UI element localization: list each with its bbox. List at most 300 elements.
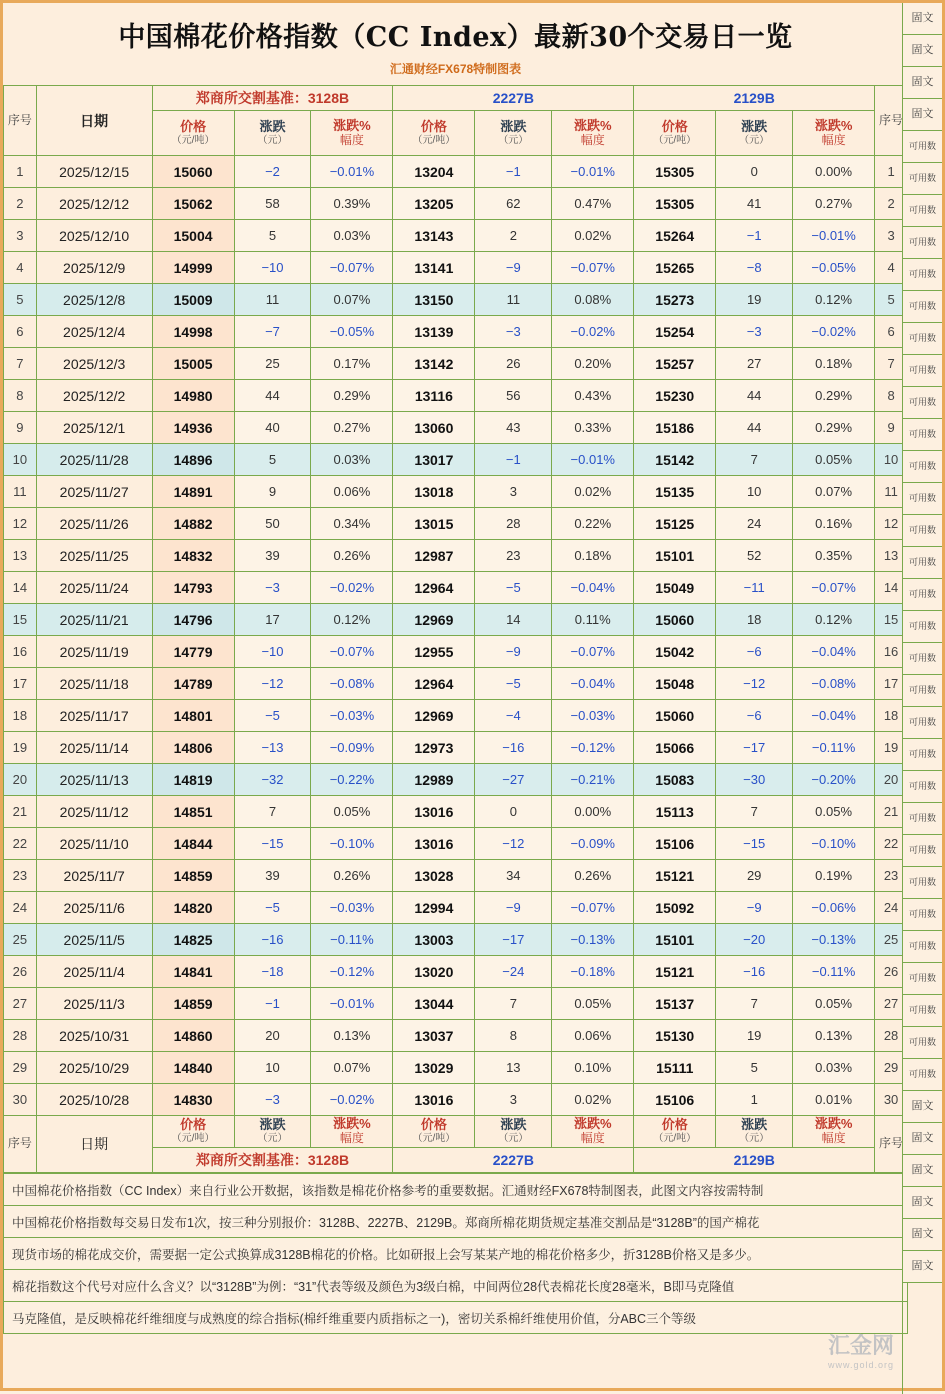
table-row	[4, 668, 908, 700]
price-2129b: 15101	[634, 540, 716, 572]
pct-3128b: 0.07%	[311, 284, 393, 316]
table-row	[4, 380, 908, 412]
footer-price-3128b: 价格 （元/吨）	[152, 1116, 234, 1148]
chg-2227b: −9	[475, 892, 552, 924]
chg-2227b: −3	[475, 316, 552, 348]
pct-2227b: 0.11%	[552, 604, 634, 636]
chg-2129b: 7	[716, 988, 793, 1020]
table-body	[4, 156, 908, 1116]
row-date: 2025/11/19	[36, 636, 152, 668]
pct-3128b: 0.27%	[311, 412, 393, 444]
footer-group-2227b: 2227B	[393, 1148, 634, 1173]
table-row	[4, 220, 908, 252]
table-row	[4, 476, 908, 508]
notes-block	[3, 1173, 908, 1334]
side-marker: 固文	[903, 1251, 942, 1283]
price-3128b: 14891	[152, 476, 234, 508]
chg-2129b: −30	[716, 764, 793, 796]
chg-2129b: −12	[716, 668, 793, 700]
chg-2129b: −9	[716, 892, 793, 924]
price-2129b: 15111	[634, 1052, 716, 1084]
note-line: 现货市场的棉花成交价，需要据一定公式换算成3128B棉花的价格。比如研报上会写某某产地的棉花价格多少，折3128B价格又是多少。	[3, 1238, 908, 1270]
pct-3128b: −0.03%	[311, 892, 393, 924]
pct-3128b: 0.17%	[311, 348, 393, 380]
row-index-right: 10	[875, 444, 908, 476]
price-3128b: 14851	[152, 796, 234, 828]
pct-2227b: 0.26%	[552, 860, 634, 892]
row-index: 21	[4, 796, 37, 828]
side-marker: 可用数	[903, 579, 942, 611]
chg-2129b: 29	[716, 860, 793, 892]
row-index-right: 18	[875, 700, 908, 732]
pct-2129b: −0.05%	[793, 252, 875, 284]
header-price-3128b: 价格 （元/吨）	[152, 111, 234, 156]
price-3128b: 14830	[152, 1084, 234, 1116]
pct-2129b: 0.12%	[793, 284, 875, 316]
side-marker: 可用数	[903, 899, 942, 931]
table-row	[4, 508, 908, 540]
chg-3128b: 9	[234, 476, 311, 508]
row-date: 2025/12/9	[36, 252, 152, 284]
price-2129b: 15142	[634, 444, 716, 476]
header-date: 日期	[36, 86, 152, 156]
chg-3128b: 50	[234, 508, 311, 540]
price-2129b: 15066	[634, 732, 716, 764]
price-2129b: 15049	[634, 572, 716, 604]
chg-3128b: −13	[234, 732, 311, 764]
chg-3128b: −2	[234, 156, 311, 188]
chg-3128b: −5	[234, 892, 311, 924]
pct-2227b: 0.20%	[552, 348, 634, 380]
price-3128b: 14999	[152, 252, 234, 284]
price-2129b: 15060	[634, 700, 716, 732]
chg-2227b: 43	[475, 412, 552, 444]
chg-2227b: −24	[475, 956, 552, 988]
header-price-2227b: 价格 （元/吨）	[393, 111, 475, 156]
chg-3128b: −10	[234, 252, 311, 284]
chg-3128b: 25	[234, 348, 311, 380]
pct-2129b: 0.00%	[793, 156, 875, 188]
pct-3128b: −0.03%	[311, 700, 393, 732]
row-index-right: 27	[875, 988, 908, 1020]
pct-3128b: 0.03%	[311, 220, 393, 252]
chg-2129b: 19	[716, 1020, 793, 1052]
chg-2129b: −6	[716, 636, 793, 668]
chg-2227b: 11	[475, 284, 552, 316]
row-date: 2025/12/15	[36, 156, 152, 188]
price-2129b: 15264	[634, 220, 716, 252]
row-index-right: 5	[875, 284, 908, 316]
price-2129b: 15305	[634, 188, 716, 220]
price-2227b: 12969	[393, 604, 475, 636]
pct-2227b: −0.21%	[552, 764, 634, 796]
table-row	[4, 924, 908, 956]
note-line: 棉花指数这个代号对应什么含义？以“3128B”为例：“31”代表等级及颜色为3级白棉，中间两位28代表棉花长度28毫米，B即马克隆值	[3, 1270, 908, 1302]
chg-2129b: 24	[716, 508, 793, 540]
table-row	[4, 156, 908, 188]
side-marker: 可用数	[903, 611, 942, 643]
row-index: 11	[4, 476, 37, 508]
cc-index-table	[3, 85, 908, 1173]
price-2227b: 13139	[393, 316, 475, 348]
price-2227b: 13029	[393, 1052, 475, 1084]
pct-3128b: 0.26%	[311, 540, 393, 572]
row-index: 5	[4, 284, 37, 316]
chg-2129b: −3	[716, 316, 793, 348]
side-marker: 可用数	[903, 483, 942, 515]
price-3128b: 14789	[152, 668, 234, 700]
header-price-2129b: 价格 （元/吨）	[634, 111, 716, 156]
chg-2129b: −6	[716, 700, 793, 732]
chg-2129b: −17	[716, 732, 793, 764]
pct-2129b: −0.10%	[793, 828, 875, 860]
footer-pct-3128b: 涨跌% 幅度	[311, 1116, 393, 1148]
pct-2227b: 0.00%	[552, 796, 634, 828]
header-idx-right: 序号	[875, 86, 908, 156]
row-index: 19	[4, 732, 37, 764]
header-group-3128b: 郑商所交割基准：3128B	[152, 86, 393, 111]
price-2227b: 13116	[393, 380, 475, 412]
chg-2227b: 8	[475, 1020, 552, 1052]
chg-2227b: −1	[475, 444, 552, 476]
row-index-right: 13	[875, 540, 908, 572]
price-2129b: 15121	[634, 956, 716, 988]
pct-2129b: 0.13%	[793, 1020, 875, 1052]
row-index: 12	[4, 508, 37, 540]
row-index-right: 16	[875, 636, 908, 668]
price-2227b: 13018	[393, 476, 475, 508]
price-2227b: 13016	[393, 1084, 475, 1116]
side-marker: 可用数	[903, 387, 942, 419]
pct-3128b: −0.02%	[311, 1084, 393, 1116]
chg-3128b: −5	[234, 700, 311, 732]
row-index-right: 24	[875, 892, 908, 924]
chg-2227b: −9	[475, 252, 552, 284]
pct-3128b: 0.29%	[311, 380, 393, 412]
row-date: 2025/12/1	[36, 412, 152, 444]
price-3128b: 14998	[152, 316, 234, 348]
table-row	[4, 348, 908, 380]
chg-2227b: −9	[475, 636, 552, 668]
pct-2227b: −0.01%	[552, 444, 634, 476]
row-date: 2025/11/27	[36, 476, 152, 508]
side-marker: 可用数	[903, 227, 942, 259]
chg-2129b: −16	[716, 956, 793, 988]
price-3128b: 14793	[152, 572, 234, 604]
chg-2227b: −5	[475, 668, 552, 700]
row-index-right: 12	[875, 508, 908, 540]
row-index: 18	[4, 700, 37, 732]
pct-2227b: −0.04%	[552, 668, 634, 700]
row-date: 2025/11/24	[36, 572, 152, 604]
side-marker: 可用数	[903, 1027, 942, 1059]
row-date: 2025/12/8	[36, 284, 152, 316]
pct-3128b: 0.05%	[311, 796, 393, 828]
table-footer	[4, 1116, 908, 1173]
chg-2129b: −15	[716, 828, 793, 860]
pct-2227b: 0.10%	[552, 1052, 634, 1084]
footer-date: 日期	[36, 1116, 152, 1173]
chg-2227b: 62	[475, 188, 552, 220]
row-index: 29	[4, 1052, 37, 1084]
price-2129b: 15273	[634, 284, 716, 316]
chg-3128b: −12	[234, 668, 311, 700]
table-row	[4, 796, 908, 828]
table-row	[4, 1020, 908, 1052]
row-date: 2025/11/14	[36, 732, 152, 764]
price-2227b: 12973	[393, 732, 475, 764]
row-index-right: 4	[875, 252, 908, 284]
pct-2129b: 0.03%	[793, 1052, 875, 1084]
price-2129b: 15254	[634, 316, 716, 348]
table-row	[4, 540, 908, 572]
row-date: 2025/12/4	[36, 316, 152, 348]
price-2227b: 13017	[393, 444, 475, 476]
pct-2129b: 0.35%	[793, 540, 875, 572]
row-index: 8	[4, 380, 37, 412]
row-date: 2025/11/6	[36, 892, 152, 924]
header-chg-2129b: 涨跌 （元）	[716, 111, 793, 156]
footer-idx-right: 序号	[875, 1116, 908, 1173]
price-2227b: 13142	[393, 348, 475, 380]
chg-3128b: 17	[234, 604, 311, 636]
pct-3128b: −0.02%	[311, 572, 393, 604]
price-2129b: 15092	[634, 892, 716, 924]
row-index: 27	[4, 988, 37, 1020]
chg-2129b: 44	[716, 380, 793, 412]
price-3128b: 15062	[152, 188, 234, 220]
pct-3128b: −0.11%	[311, 924, 393, 956]
row-index-right: 14	[875, 572, 908, 604]
price-2129b: 15113	[634, 796, 716, 828]
chg-2227b: 34	[475, 860, 552, 892]
pct-2129b: 0.05%	[793, 796, 875, 828]
row-date: 2025/11/21	[36, 604, 152, 636]
side-marker: 可用数	[903, 131, 942, 163]
footer-chg-2129b: 涨跌 （元）	[716, 1116, 793, 1148]
price-3128b: 14832	[152, 540, 234, 572]
chg-2129b: −1	[716, 220, 793, 252]
price-3128b: 14896	[152, 444, 234, 476]
footer-pct-2227b: 涨跌% 幅度	[552, 1116, 634, 1148]
pct-2227b: 0.08%	[552, 284, 634, 316]
pct-3128b: −0.22%	[311, 764, 393, 796]
pct-2129b: 0.19%	[793, 860, 875, 892]
row-index: 3	[4, 220, 37, 252]
side-marker: 固文	[903, 1187, 942, 1219]
pct-2129b: −0.07%	[793, 572, 875, 604]
chg-3128b: −16	[234, 924, 311, 956]
table-row	[4, 572, 908, 604]
price-2227b: 13204	[393, 156, 475, 188]
pct-2129b: −0.04%	[793, 700, 875, 732]
note-line: 中国棉花价格指数每交易日发布1次，按三种分别报价：3128B、2227B、2129B。郑商所棉花期货规定基准交割品是“3128B”的国产棉花	[3, 1206, 908, 1238]
table-row	[4, 892, 908, 924]
chg-3128b: 39	[234, 540, 311, 572]
chg-2227b: 26	[475, 348, 552, 380]
row-date: 2025/11/17	[36, 700, 152, 732]
header-chg-2227b: 涨跌 （元）	[475, 111, 552, 156]
pct-2227b: −0.04%	[552, 572, 634, 604]
row-index: 13	[4, 540, 37, 572]
table-row	[4, 316, 908, 348]
chg-3128b: 44	[234, 380, 311, 412]
price-2227b: 12955	[393, 636, 475, 668]
footer-chg-3128b: 涨跌 （元）	[234, 1116, 311, 1148]
row-index: 14	[4, 572, 37, 604]
side-marker: 可用数	[903, 419, 942, 451]
price-2227b: 13015	[393, 508, 475, 540]
pct-2129b: 0.01%	[793, 1084, 875, 1116]
row-date: 2025/11/5	[36, 924, 152, 956]
price-2227b: 12964	[393, 572, 475, 604]
row-date: 2025/11/4	[36, 956, 152, 988]
pct-2129b: 0.27%	[793, 188, 875, 220]
chg-3128b: −15	[234, 828, 311, 860]
pct-3128b: 0.26%	[311, 860, 393, 892]
watermark: 汇金网 www.gold.org	[827, 1333, 894, 1370]
price-2129b: 15130	[634, 1020, 716, 1052]
chg-2129b: 1	[716, 1084, 793, 1116]
price-3128b: 14860	[152, 1020, 234, 1052]
row-index: 25	[4, 924, 37, 956]
row-index: 24	[4, 892, 37, 924]
header-group-2129b: 2129B	[634, 86, 875, 111]
price-2129b: 15048	[634, 668, 716, 700]
pct-2129b: 0.12%	[793, 604, 875, 636]
row-date: 2025/11/3	[36, 988, 152, 1020]
chg-2129b: 19	[716, 284, 793, 316]
side-marker: 可用数	[903, 963, 942, 995]
chg-2227b: 14	[475, 604, 552, 636]
row-index: 23	[4, 860, 37, 892]
side-marker: 固文	[903, 1091, 942, 1123]
price-3128b: 15060	[152, 156, 234, 188]
chg-2227b: −4	[475, 700, 552, 732]
side-marker: 可用数	[903, 675, 942, 707]
row-index: 20	[4, 764, 37, 796]
pct-2129b: 0.16%	[793, 508, 875, 540]
price-3128b: 14844	[152, 828, 234, 860]
pct-2129b: 0.18%	[793, 348, 875, 380]
price-2129b: 15257	[634, 348, 716, 380]
row-index-right: 2	[875, 188, 908, 220]
row-date: 2025/10/31	[36, 1020, 152, 1052]
price-3128b: 14859	[152, 988, 234, 1020]
row-date: 2025/11/18	[36, 668, 152, 700]
pct-2227b: 0.18%	[552, 540, 634, 572]
chg-2227b: −12	[475, 828, 552, 860]
chg-2129b: −8	[716, 252, 793, 284]
price-2129b: 15101	[634, 924, 716, 956]
table-row	[4, 412, 908, 444]
side-marker: 固文	[903, 99, 942, 131]
chg-2227b: −17	[475, 924, 552, 956]
chg-2129b: 18	[716, 604, 793, 636]
side-marker: 固文	[903, 1219, 942, 1251]
header-chg-3128b: 涨跌 （元）	[234, 111, 311, 156]
row-index-right: 21	[875, 796, 908, 828]
row-date: 2025/11/7	[36, 860, 152, 892]
chg-2227b: 13	[475, 1052, 552, 1084]
pct-3128b: −0.07%	[311, 636, 393, 668]
pct-3128b: 0.34%	[311, 508, 393, 540]
row-index-right: 9	[875, 412, 908, 444]
chg-2227b: 23	[475, 540, 552, 572]
side-marker: 可用数	[903, 1059, 942, 1091]
price-3128b: 14825	[152, 924, 234, 956]
chg-3128b: 58	[234, 188, 311, 220]
row-date: 2025/11/26	[36, 508, 152, 540]
chg-3128b: 11	[234, 284, 311, 316]
price-2129b: 15135	[634, 476, 716, 508]
pct-2129b: −0.11%	[793, 732, 875, 764]
table-row	[4, 604, 908, 636]
side-marker: 可用数	[903, 291, 942, 323]
pct-3128b: 0.07%	[311, 1052, 393, 1084]
table-row	[4, 1052, 908, 1084]
row-index-right: 17	[875, 668, 908, 700]
price-2227b: 13016	[393, 828, 475, 860]
row-date: 2025/12/10	[36, 220, 152, 252]
price-3128b: 14796	[152, 604, 234, 636]
price-2129b: 15305	[634, 156, 716, 188]
chg-3128b: −1	[234, 988, 311, 1020]
table-row	[4, 284, 908, 316]
price-2227b: 12989	[393, 764, 475, 796]
pct-3128b: −0.12%	[311, 956, 393, 988]
side-marker: 固文	[903, 35, 942, 67]
price-3128b: 14801	[152, 700, 234, 732]
chg-2227b: −1	[475, 156, 552, 188]
row-index-right: 8	[875, 380, 908, 412]
pct-2227b: 0.22%	[552, 508, 634, 540]
chg-3128b: 20	[234, 1020, 311, 1052]
price-2227b: 13020	[393, 956, 475, 988]
pct-2129b: 0.29%	[793, 412, 875, 444]
side-marker: 固文	[903, 1123, 942, 1155]
row-index-right: 7	[875, 348, 908, 380]
pct-3128b: −0.10%	[311, 828, 393, 860]
pct-2129b: −0.01%	[793, 220, 875, 252]
pct-2227b: 0.06%	[552, 1020, 634, 1052]
row-date: 2025/11/10	[36, 828, 152, 860]
pct-2129b: −0.04%	[793, 636, 875, 668]
row-index: 22	[4, 828, 37, 860]
row-date: 2025/12/3	[36, 348, 152, 380]
chg-3128b: −18	[234, 956, 311, 988]
price-2227b: 12964	[393, 668, 475, 700]
row-date: 2025/12/12	[36, 188, 152, 220]
price-2227b: 13037	[393, 1020, 475, 1052]
price-2129b: 15106	[634, 1084, 716, 1116]
page-title: 中国棉花价格指数（CC Index）最新30个交易日一览	[118, 22, 793, 53]
footer-price-2227b: 价格 （元/吨）	[393, 1116, 475, 1148]
chg-2129b: −11	[716, 572, 793, 604]
side-marker: 可用数	[903, 355, 942, 387]
chg-2129b: −20	[716, 924, 793, 956]
side-marker: 可用数	[903, 643, 942, 675]
chg-2227b: 2	[475, 220, 552, 252]
header-pct-3128b: 涨跌% 幅度	[311, 111, 393, 156]
row-index: 15	[4, 604, 37, 636]
row-index: 7	[4, 348, 37, 380]
chg-3128b: 39	[234, 860, 311, 892]
row-index-right: 6	[875, 316, 908, 348]
chg-2227b: 28	[475, 508, 552, 540]
chg-2227b: 0	[475, 796, 552, 828]
side-marker: 可用数	[903, 931, 942, 963]
